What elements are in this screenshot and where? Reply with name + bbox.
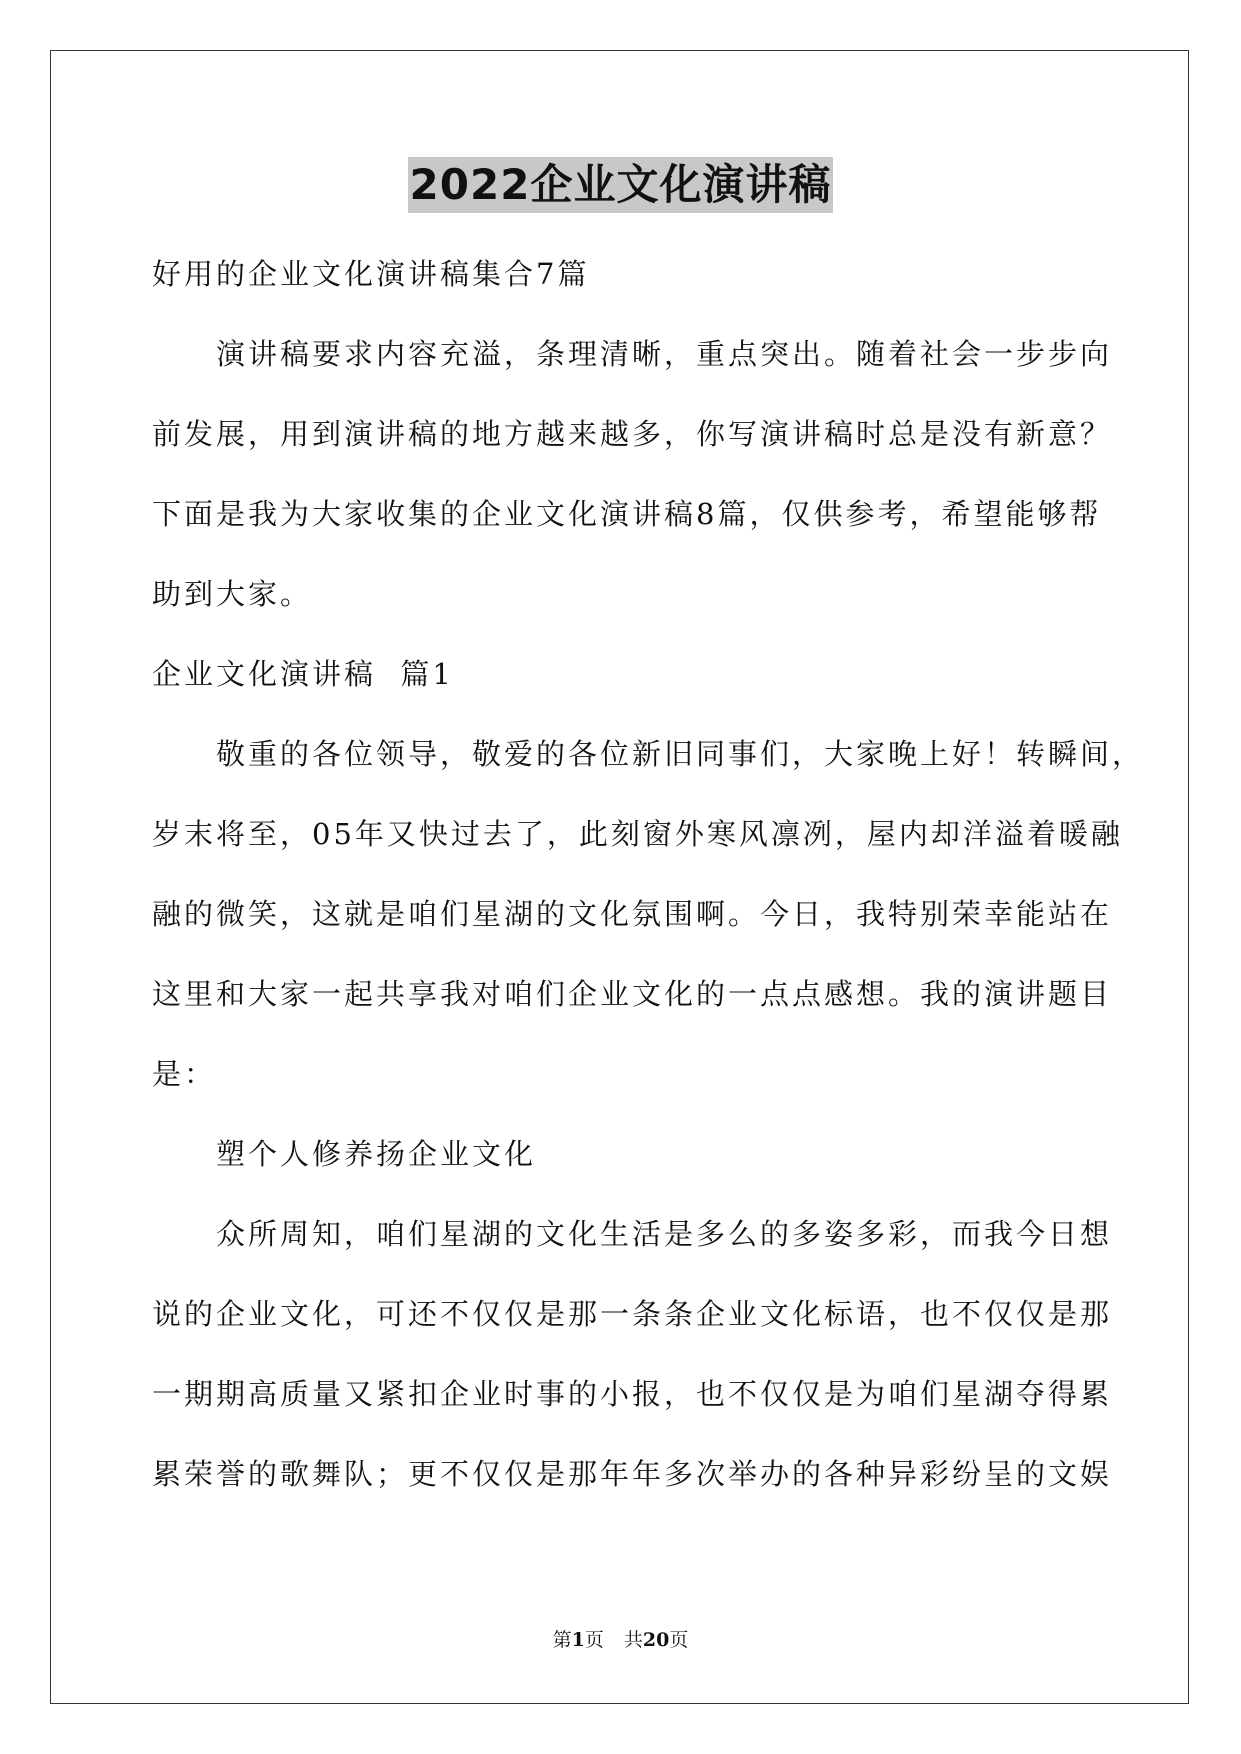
title-container (0, 157, 1241, 213)
document-body (152, 234, 1145, 1514)
intro-line: 助到大家。 (152, 577, 313, 611)
page-footer (0, 1628, 1241, 1652)
speech-title: 塑个人修养扬企业文化 (216, 1137, 537, 1171)
body-line: 说的企业文化，可还不仅仅是那一条条企业文化标语，也不仅仅是那 (152, 1297, 1113, 1331)
page-suffix: 页 (584, 1629, 604, 1651)
subtitle: 好用的企业文化演讲稿集合7篇 (152, 257, 590, 291)
intro-line: 演讲稿要求内容充溢，条理清晰，重点突出。随着社会一步步向 (216, 337, 1113, 371)
total-prefix: 共 (623, 1629, 643, 1651)
section-line: 是： (152, 1057, 217, 1091)
body-line: 众所周知，咱们星湖的文化生活是多么的多姿多彩，而我今日想 (216, 1217, 1113, 1251)
total-pages: 20 (642, 1629, 670, 1651)
document-title: 2022企业文化演讲稿 (408, 157, 834, 213)
section-line: 这里和大家一起共享我对咱们企业文化的一点点感想。我的演讲题目 (152, 977, 1113, 1011)
total-suffix: 页 (669, 1629, 689, 1651)
section-line: 岁末将至，05年又快过去了，此刻窗外寒风凛冽，屋内却洋溢着暖融 (152, 817, 1123, 851)
section-line: 敬重的各位领导，敬爱的各位新旧同事们，大家晚上好！转瞬间， (216, 737, 1145, 771)
section-line: 融的微笑，这就是咱们星湖的文化氛围啊。今日，我特别荣幸能站在 (152, 897, 1113, 931)
body-line: 累荣誉的歌舞队；更不仅仅是那年年多次举办的各种异彩纷呈的文娱 (152, 1457, 1113, 1491)
body-line: 一期期高质量又紧扣企业时事的小报，也不仅仅是为咱们星湖夺得累 (152, 1377, 1113, 1411)
page-number: 1 (571, 1629, 585, 1651)
section-heading: 企业文化演讲稿 篇1 (152, 657, 454, 691)
intro-line: 前发展，用到演讲稿的地方越来越多，你写演讲稿时总是没有新意？ (152, 417, 1113, 451)
page-prefix: 第 (552, 1629, 572, 1651)
intro-line: 下面是我为大家收集的企业文化演讲稿8篇，仅供参考，希望能够帮 (152, 497, 1102, 531)
